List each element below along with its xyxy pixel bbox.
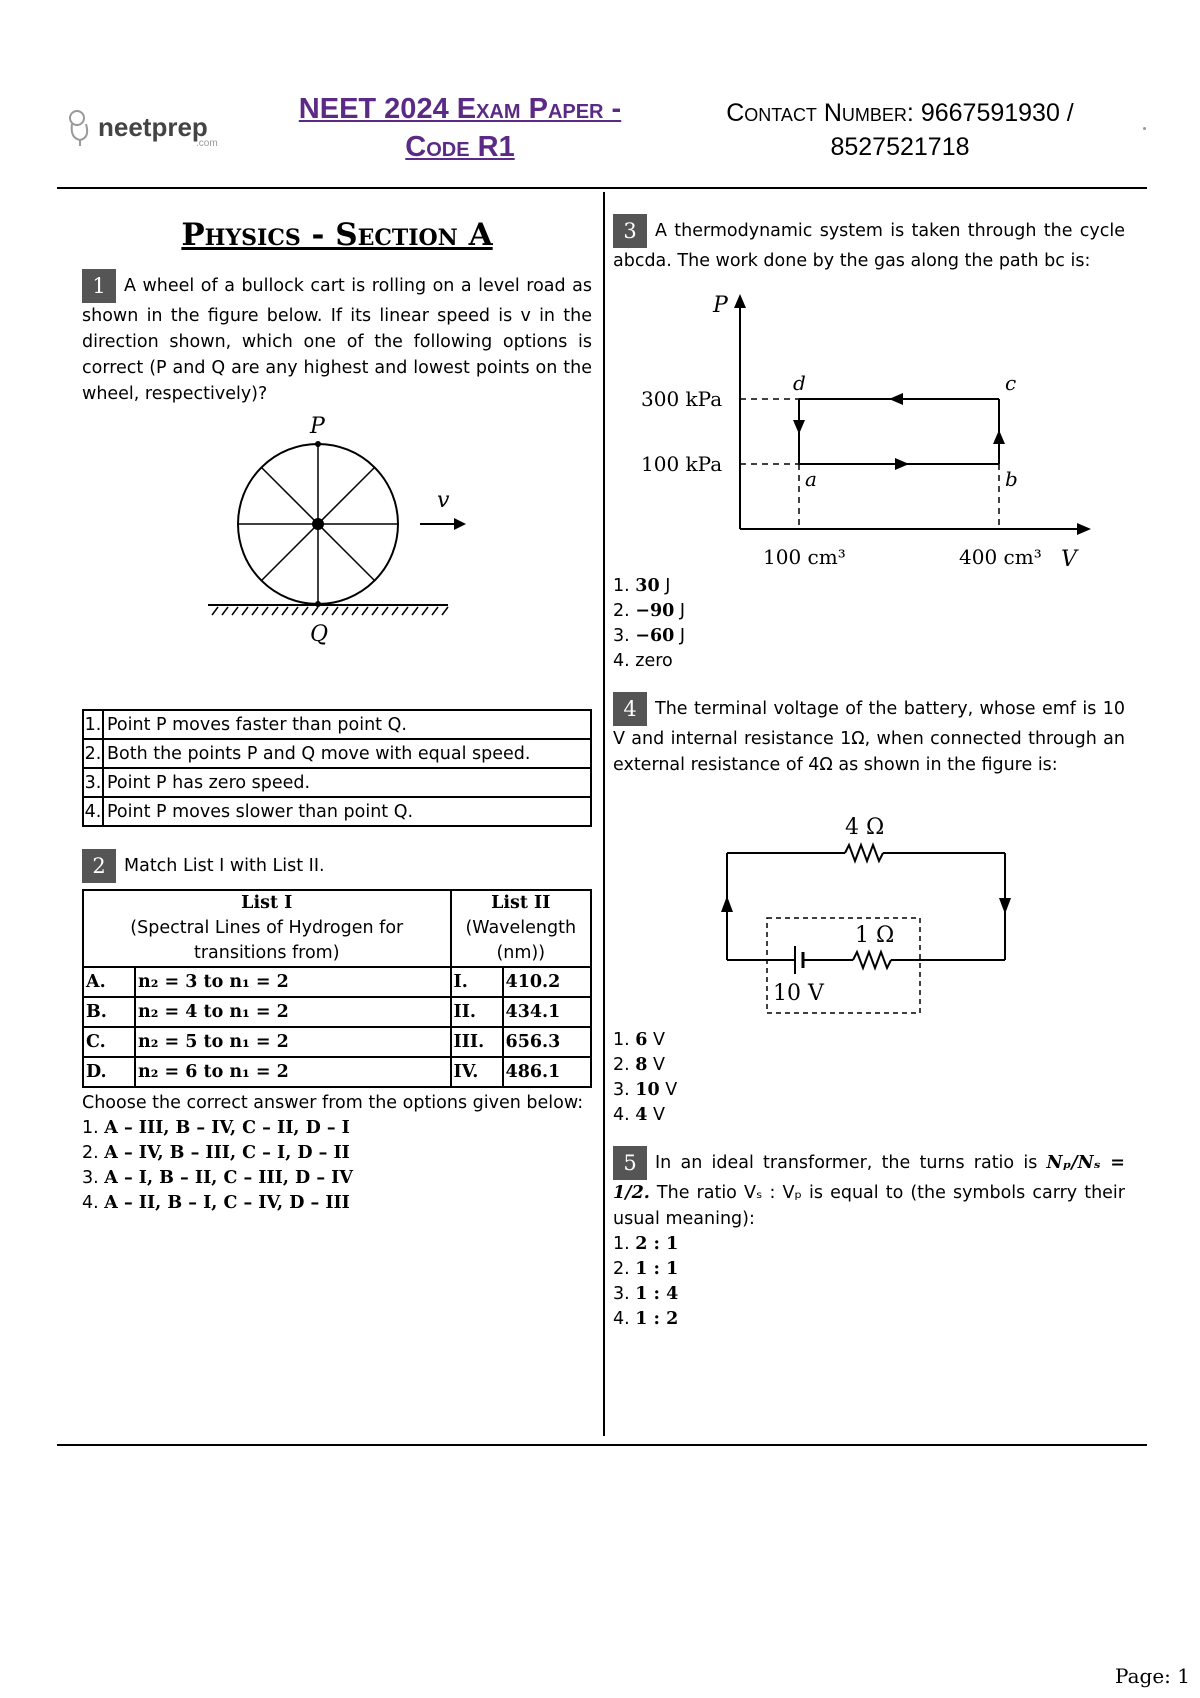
right-column xyxy=(613,214,1125,1332)
option-value: −60 xyxy=(635,626,675,646)
v-tick-low: 100 cm³ xyxy=(763,545,846,569)
option[interactable] xyxy=(613,649,1125,674)
option-number: 3. xyxy=(613,626,630,646)
list-1-header xyxy=(83,890,451,967)
option-value: 10 xyxy=(635,1080,660,1100)
option-unit: V xyxy=(653,1105,666,1125)
internal-resistance-label: 1 Ω xyxy=(855,923,895,948)
option[interactable] xyxy=(613,1103,1125,1128)
option-number: 2. xyxy=(83,739,103,768)
match-header-row xyxy=(83,890,591,967)
question-number: 5 xyxy=(613,1146,647,1180)
option-unit: V xyxy=(653,1055,666,1075)
question-1 xyxy=(82,269,592,407)
match-row xyxy=(83,1057,591,1087)
circuit-wires xyxy=(727,845,1005,974)
option-text: A – III, B – IV, C – II, D – I xyxy=(104,1118,350,1138)
question-number: 1 xyxy=(82,269,116,303)
option[interactable] xyxy=(613,624,1125,649)
list-2-value: 656.3 xyxy=(503,1027,591,1057)
option-value: zero xyxy=(635,651,673,671)
neetprep-logo xyxy=(68,108,218,152)
question-5 xyxy=(613,1146,1125,1232)
cycle-path xyxy=(799,399,999,464)
list-2-subtitle: (Wavelength (nm)) xyxy=(465,918,577,963)
option-value: 6 xyxy=(635,1030,648,1050)
option-unit: J xyxy=(679,601,686,621)
option-text: A – I, B – II, C – III, D – IV xyxy=(104,1168,353,1188)
option[interactable] xyxy=(613,1257,1125,1282)
title-line-2: Code R1 xyxy=(405,131,515,163)
option-row[interactable] xyxy=(83,797,591,826)
external-resistance-label: 4 Ω xyxy=(845,815,885,840)
column-divider xyxy=(603,192,605,1436)
wheel xyxy=(238,441,398,607)
option-number: 1. xyxy=(613,1030,630,1050)
list-1-key: A. xyxy=(83,967,135,997)
option[interactable] xyxy=(613,1028,1125,1053)
option-text: 1 : 4 xyxy=(635,1284,679,1304)
header-dot xyxy=(1143,127,1146,130)
option-value: 30 xyxy=(635,576,660,596)
stethoscope-icon xyxy=(70,111,87,146)
list-1-key: B. xyxy=(83,997,135,1027)
option[interactable] xyxy=(82,1166,592,1191)
question-text: A wheel of a bullock cart is rolling on a level road as shown in the figure below. If its linear speed is v in the direction shown, which one of the following options is correct (P and Q are any highest and lowest points on the wheel, respectively)? xyxy=(82,276,592,404)
contact-line-2: 8527521718 xyxy=(830,133,970,161)
option-value: 4 xyxy=(635,1105,648,1125)
question-2-prompt: Choose the correct answer from the options given below: xyxy=(82,1093,584,1113)
option-number: 2. xyxy=(613,1055,630,1075)
p-axis-label: P xyxy=(713,293,728,318)
question-4 xyxy=(613,692,1125,778)
pv-diagram xyxy=(613,274,1125,574)
option-number: 4. xyxy=(613,1105,630,1125)
option-unit: J xyxy=(665,576,671,596)
question-5-options xyxy=(613,1232,1125,1332)
cycle-arrows xyxy=(793,393,1005,470)
option[interactable] xyxy=(613,1053,1125,1078)
option-text: Point P has zero speed. xyxy=(103,768,591,797)
option-number: 4. xyxy=(82,1193,99,1213)
logo-text: neetprep xyxy=(98,112,208,142)
option[interactable] xyxy=(82,1191,592,1216)
option-text: 1 : 1 xyxy=(635,1259,679,1279)
question-2 xyxy=(82,849,592,883)
list-1-value: n₂ = 3 to n₁ = 2 xyxy=(135,967,451,997)
point-c: c xyxy=(1005,371,1017,395)
p-tick-high: 300 kPa xyxy=(641,387,723,411)
option-value: −90 xyxy=(635,601,675,621)
list-2-key: III. xyxy=(451,1027,503,1057)
question-3 xyxy=(613,214,1125,274)
option-text: 2 : 1 xyxy=(635,1234,679,1254)
match-row xyxy=(83,967,591,997)
list-1-key: C. xyxy=(83,1027,135,1057)
list-2-value: 410.2 xyxy=(503,967,591,997)
page-number: Page: 1 xyxy=(1115,1664,1190,1688)
list-2-value: 486.1 xyxy=(503,1057,591,1087)
title-line-1: NEET 2024 Exam Paper - xyxy=(298,93,622,125)
list-1-title: List I xyxy=(241,893,293,913)
option-number: 4. xyxy=(613,651,630,671)
option-row[interactable] xyxy=(83,710,591,739)
option-number: 1. xyxy=(613,1234,630,1254)
option-unit: V xyxy=(653,1030,666,1050)
header-rule xyxy=(57,187,1147,189)
option-text: A – IV, B – III, C – I, D – II xyxy=(104,1143,350,1163)
option-number: 3. xyxy=(83,768,103,797)
question-number: 2 xyxy=(82,849,116,883)
p-tick-low: 100 kPa xyxy=(641,452,723,476)
label-q: Q xyxy=(310,622,329,647)
circuit-diagram xyxy=(613,778,1125,1028)
option[interactable] xyxy=(82,1116,592,1141)
left-column xyxy=(82,205,592,1216)
list-1-subtitle: (Spectral Lines of Hydrogen for transitions from) xyxy=(130,918,404,963)
question-number: 3 xyxy=(613,214,647,248)
option-row[interactable] xyxy=(83,768,591,797)
pv-axes xyxy=(734,294,1091,535)
list-2-title: List II xyxy=(491,893,551,913)
wheel-figure xyxy=(82,407,592,687)
list-2-key: II. xyxy=(451,997,503,1027)
list-2-header xyxy=(451,890,591,967)
list-1-key: D. xyxy=(83,1057,135,1087)
option-number: 3. xyxy=(613,1080,630,1100)
question-text: In an ideal transformer, the turns ratio is xyxy=(655,1153,1038,1173)
option-number: 1. xyxy=(613,576,630,596)
match-table xyxy=(82,889,592,1088)
ground xyxy=(208,605,448,615)
option[interactable] xyxy=(613,1307,1125,1332)
option-text: 1 : 2 xyxy=(635,1309,679,1329)
list-1-value: n₂ = 6 to n₁ = 2 xyxy=(135,1057,451,1087)
label-v: v xyxy=(437,488,450,513)
question-1-options xyxy=(82,709,592,827)
label-p: P xyxy=(310,414,325,439)
question-text-2: The ratio Vₛ : Vₚ is equal to (the symbols carry their usual meaning): xyxy=(613,1183,1125,1229)
v-tick-high: 400 cm³ xyxy=(959,545,1042,569)
option-unit: V xyxy=(665,1080,678,1100)
question-text: A thermodynamic system is taken through the cycle abcda. The work done by the gas along the path bc is: xyxy=(613,221,1125,271)
current-arrows xyxy=(721,896,1011,914)
option-unit: J xyxy=(679,626,686,646)
option[interactable] xyxy=(613,1282,1125,1307)
option-text: Point P moves faster than point Q. xyxy=(103,710,591,739)
option-number: 3. xyxy=(613,1284,630,1304)
option-number: 2. xyxy=(613,601,630,621)
option-value: 8 xyxy=(635,1055,648,1075)
option[interactable] xyxy=(613,599,1125,624)
option-text: Both the points P and Q move with equal speed. xyxy=(103,739,591,768)
list-2-key: IV. xyxy=(451,1057,503,1087)
v-axis-label: V xyxy=(1061,547,1077,572)
list-1-value: n₂ = 4 to n₁ = 2 xyxy=(135,997,451,1027)
match-row xyxy=(83,1027,591,1057)
emf-label: 10 V xyxy=(773,981,824,1006)
option-number: 4. xyxy=(83,797,103,826)
list-2-value: 434.1 xyxy=(503,997,591,1027)
option[interactable] xyxy=(613,1232,1125,1257)
page-title xyxy=(240,90,680,166)
option-number: 1. xyxy=(83,710,103,739)
list-1-value: n₂ = 5 to n₁ = 2 xyxy=(135,1027,451,1057)
match-row xyxy=(83,997,591,1027)
turns-ratio: Nₚ/Nₛ = 1/2. xyxy=(613,1153,1125,1203)
velocity-arrow xyxy=(420,518,466,530)
option-number: 1. xyxy=(82,1118,99,1138)
option-number: 2. xyxy=(613,1259,630,1279)
option-number: 2. xyxy=(82,1143,99,1163)
contact-line-1: Contact Number: 9667591930 / xyxy=(726,99,1074,127)
list-2-key: I. xyxy=(451,967,503,997)
question-2-options xyxy=(82,1116,592,1216)
logo-sub: .com xyxy=(196,138,218,149)
section-title: Physics - Section A xyxy=(181,217,493,253)
option-number: 4. xyxy=(613,1309,630,1329)
point-d: d xyxy=(793,371,806,395)
question-3-options xyxy=(613,574,1125,674)
option-row[interactable] xyxy=(83,739,591,768)
point-b: b xyxy=(1005,467,1018,491)
option-text: A – II, B – I, C – IV, D – III xyxy=(104,1193,350,1213)
footer-rule xyxy=(57,1444,1147,1446)
option-text: Point P moves slower than point Q. xyxy=(103,797,591,826)
question-4-options xyxy=(613,1028,1125,1128)
option[interactable] xyxy=(82,1141,592,1166)
point-a: a xyxy=(805,467,817,491)
question-number: 4 xyxy=(613,692,647,726)
question-text: Match List I with List II. xyxy=(124,856,325,876)
question-text: The terminal voltage of the battery, whose emf is 10 V and internal resistance 1Ω, when connected through an external resistance of 4Ω as shown in the figure is: xyxy=(613,699,1125,775)
option[interactable] xyxy=(613,1078,1125,1103)
contact-number xyxy=(700,96,1100,164)
option[interactable] xyxy=(613,574,1125,599)
option-number: 3. xyxy=(82,1168,99,1188)
